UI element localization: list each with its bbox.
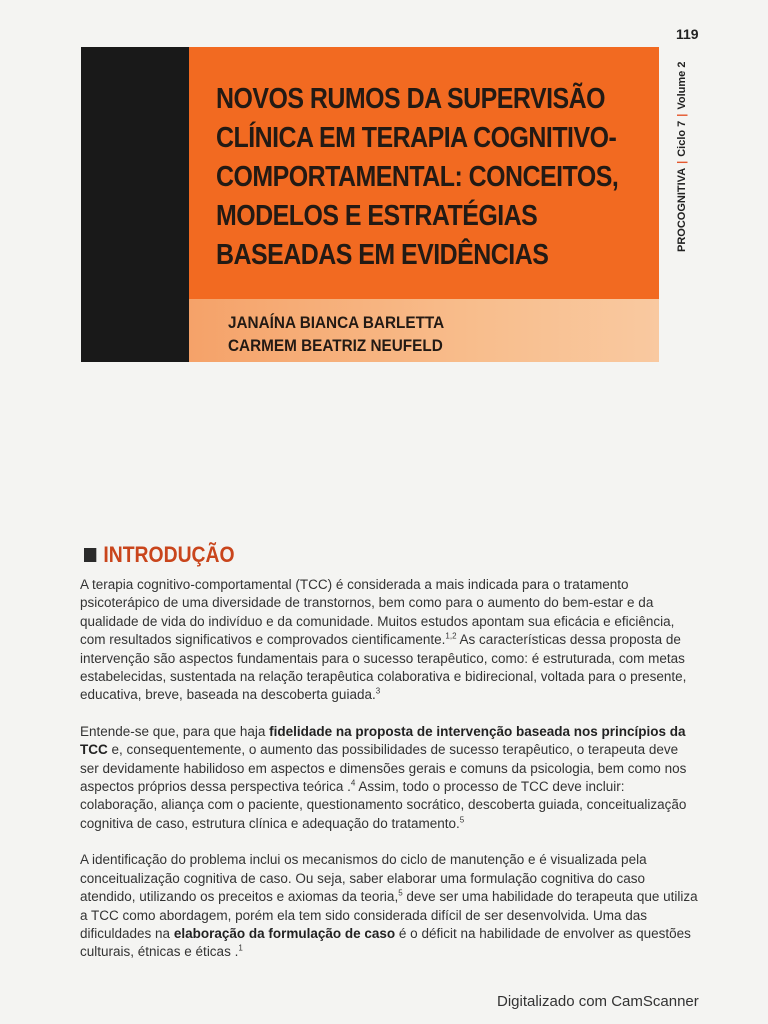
emphasized-text: fidelidade na proposta de intervenção baseada nos princípios da TCC <box>80 723 686 758</box>
paragraph-text: e, consequentemente, o aumento das possibilidades de sucesso terapêutico, o terapeuta deve ser devidamente habilidoso em aspectos e dimensões gerais e comuns da psicologia, bem como nos aspectos próprios dessa perspectiva teórica . <box>80 742 687 795</box>
section-heading-text: INTRODUÇÃO <box>103 542 235 567</box>
paragraph-text: As características dessa proposta de intervenção são aspectos fundamentais para o sucesso terapêutico, como: é estruturada, com metas estabelecidas, sustentada na relação terapêutica colaborativa e bidirecional, voltada para o presente, educativa, breve, baseada na descoberta guiada. <box>80 632 687 703</box>
citation-superscript: 1 <box>238 943 243 953</box>
chapter-title-line: COMPORTAMENTAL: CONCEITOS, <box>216 161 619 193</box>
body-text <box>80 576 700 980</box>
paragraph-text: é o déficit na habilidade de envolver as questões culturais, étnicas e éticas . <box>80 925 691 960</box>
author-list <box>228 311 444 357</box>
page-number: 119 <box>676 26 699 42</box>
cycle-label: Ciclo 7 <box>676 120 688 157</box>
running-header-label <box>676 62 688 252</box>
chapter-title-line: BASEADAS EM EVIDÊNCIAS <box>216 239 549 271</box>
volume-label: Volume 2 <box>676 61 688 110</box>
square-bullet-icon <box>84 548 96 562</box>
body-paragraph <box>80 723 700 833</box>
chapter-title-line: NOVOS RUMOS DA SUPERVISÃO <box>216 83 605 115</box>
citation-superscript: 3 <box>375 686 381 696</box>
emphasized-text: elaboração da formulação de caso <box>173 925 396 941</box>
citation-superscript: 1,2 <box>445 631 457 641</box>
paragraph-text: Entende-se que, para que haja <box>80 723 270 739</box>
paragraph-text: deve ser uma habilidade do terapeuta que utiliza a TCC como abordagem, porém ela tem sido considerada difícil de ser desenvolvida. Uma das dificuldades na <box>80 889 698 941</box>
paragraph-text: Assim, todo o processo de TCC deve incluir: colaboração, aliança com o paciente, questionamento socrático, descoberta guiada, conceitualização cognitiva de caso, estrutura clínica e adequação do tratamento. <box>80 779 687 831</box>
separator: | <box>676 160 688 164</box>
publication-name: PROCOGNITIVA <box>676 167 688 252</box>
citation-superscript: 5 <box>398 888 403 898</box>
citation-superscript: 5 <box>459 815 465 825</box>
separator: | <box>676 113 688 117</box>
chapter-title <box>216 80 619 275</box>
body-paragraph <box>80 576 700 705</box>
citation-superscript: 4 <box>350 778 356 788</box>
paragraph-text: A terapia cognitivo-comportamental (TCC) é considerada a mais indicada para o tratamento psicoterápico de uma diversidade de transtornos, bem como para o aumento do bem-estar e da qualidade de vida do indivíduo e da comunidade. Muitos estudos apontam sua eficácia e eficiência, com resultados significativos e comprovados cientificamente. <box>80 577 675 648</box>
chapter-title-line: MODELOS E ESTRATÉGIAS <box>216 200 538 232</box>
black-sidebar <box>81 47 189 362</box>
paragraph-text: A identificação do problema inclui os mecanismos do ciclo de manutenção e é visualizada pela conceitualização cognitiva de caso. Ou seja, saber elaborar uma formulação cognitiva do caso atendido, utilizando os preceitos e axiomas da teoria, <box>80 852 647 905</box>
chapter-title-line: CLÍNICA EM TERAPIA COGNITIVO- <box>216 122 617 154</box>
body-paragraph <box>80 851 700 961</box>
scanner-watermark: Digitalizado com CamScanner <box>497 993 699 1010</box>
section-heading <box>84 542 235 568</box>
author-name: CARMEM BEATRIZ NEUFELD <box>228 336 443 355</box>
author-name: JANAÍNA BIANCA BARLETTA <box>228 313 445 332</box>
